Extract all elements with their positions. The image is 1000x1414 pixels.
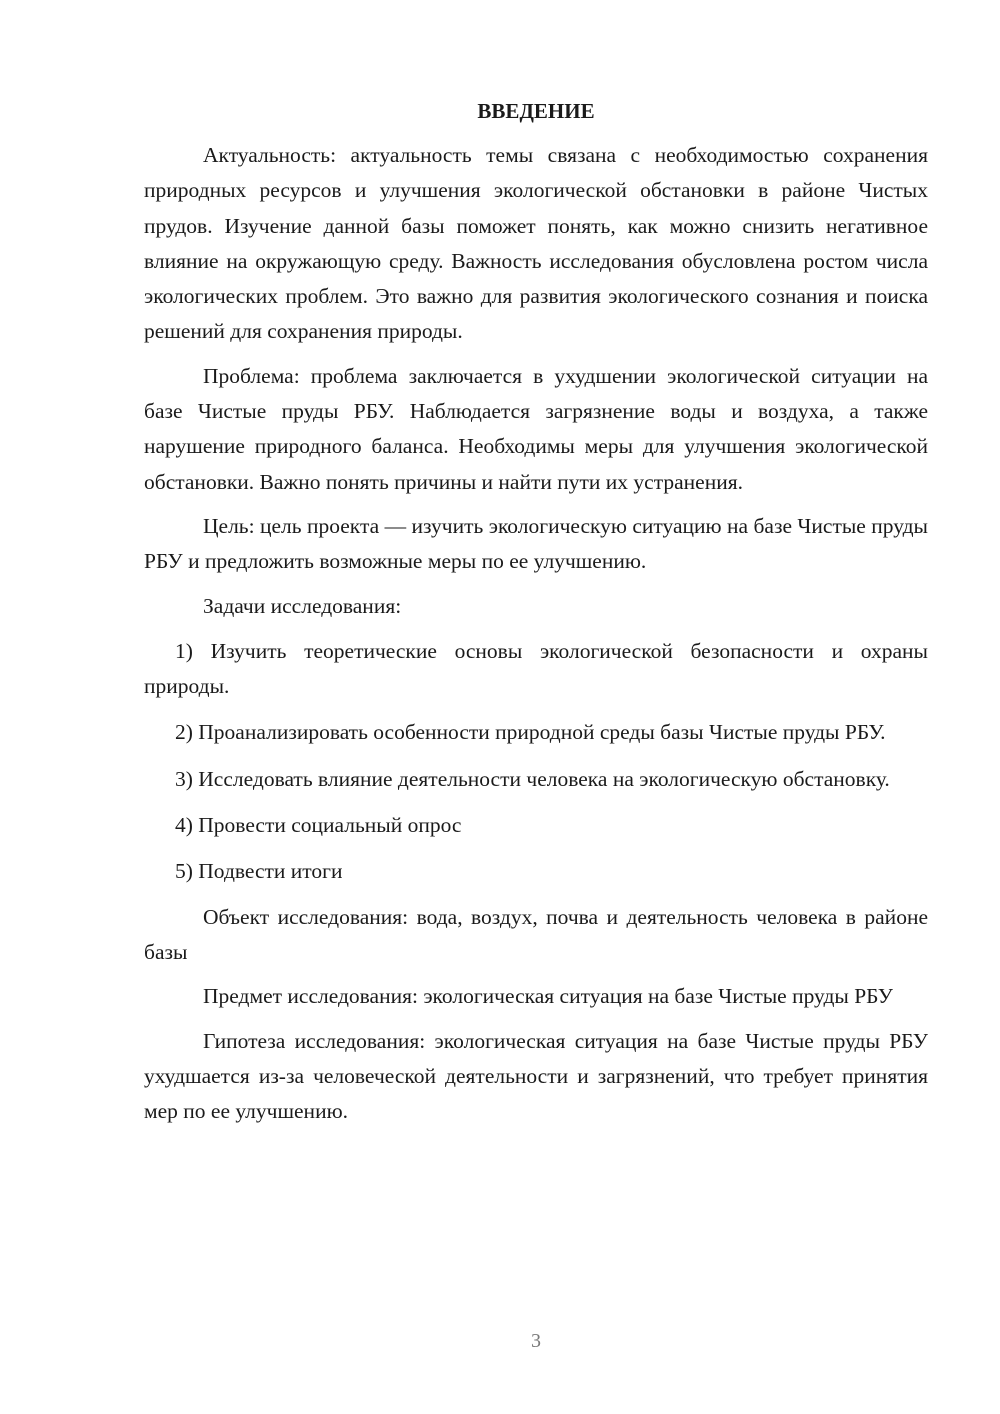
- document-page: [144, 96, 928, 1138]
- tasks-list: [144, 634, 928, 890]
- task-item-3: 3) Исследовать влияние деятельности человека на экологическую обстановку.: [175, 766, 890, 791]
- object-paragraph: Объект исследования: вода, воздух, почва и деятельность человека в районе базы: [144, 904, 928, 964]
- section-title: ВВЕДЕНИЕ: [477, 99, 595, 123]
- problem-paragraph: Проблема: проблема заключается в ухудшении экологической ситуации на базе Чистые пруды РБУ. Наблюдается загрязнение воды и воздуха, а также нарушение природного баланса. Необходимы меры для улучшения экологической обстановки. Важно понять причины и найти пути их устранения.: [144, 363, 928, 494]
- relevance-paragraph: Актуальность: актуальность темы связана с необходимостью сохранения природных ресурсов и улучшения экологической обстановки в районе Чистых прудов. Изучение данной базы поможет понять, как можно снизить негативное влияние на окружающую среду. Важность исследования обусловлена ростом числа экологических проблем. Это важно для развития экологического сознания и поиска решений для сохранения природы.: [144, 143, 928, 344]
- goal-paragraph: Цель: цель проекта — изучить экологическую ситуацию на базе Чистые пруды РБУ и предложить возможные меры по ее улучшению.: [144, 513, 928, 574]
- task-item-5: 5) Подвести итоги: [175, 859, 343, 884]
- task-item-4: 4) Провести социальный опрос: [175, 813, 462, 838]
- tasks-heading: Задачи исследования:: [203, 593, 402, 618]
- hypothesis-paragraph: Гипотеза исследования: экологическая ситуация на базе Чистые пруды РБУ ухудшается из-за человеческой деятельности и загрязнений, что требует принятия мер по ее улучшению.: [144, 1028, 928, 1124]
- task-item-1: 1) Изучить теоретические основы экологической безопасности и охраны природы.: [144, 638, 928, 699]
- task-item-2: 2) Проанализировать особенности природной среды базы Чистые пруды РБУ.: [175, 720, 886, 745]
- subject-paragraph: Предмет исследования: экологическая ситуация на базе Чистые пруды РБУ: [203, 984, 893, 1009]
- page-number: 3: [531, 1330, 541, 1352]
